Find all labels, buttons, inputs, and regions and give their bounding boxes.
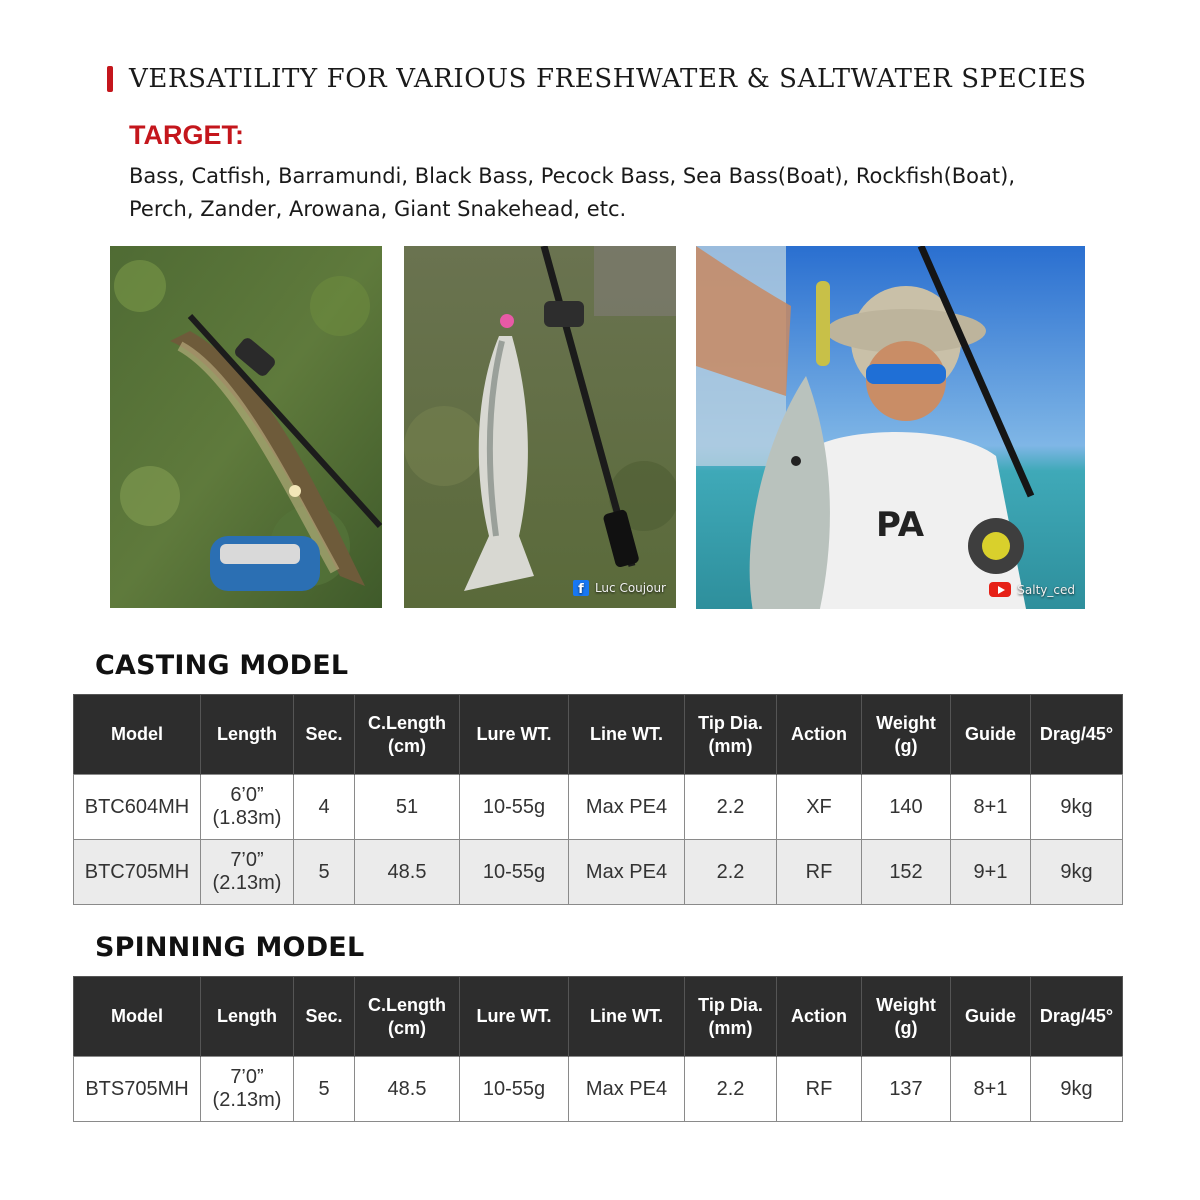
length-feet: 7’0” [230, 849, 264, 871]
cell-length [201, 840, 294, 905]
column-header-sec: Sec. [294, 695, 355, 775]
species-line-2: Perch, Zander, Arowana, Giant Snakehead, etc. [129, 197, 627, 221]
casting-rows [74, 775, 1123, 905]
column-header-line-wt: Line WT. [569, 977, 685, 1057]
table-row [74, 840, 1123, 905]
length-meters: (1.83m) [212, 807, 282, 829]
youtube-icon [989, 582, 1011, 597]
cell-action: RF [777, 1057, 862, 1122]
length-feet: 7’0” [230, 1066, 264, 1088]
cell-tip-dia: 2.2 [685, 775, 777, 840]
cell-length [201, 775, 294, 840]
angler-boat-photo [696, 246, 1085, 609]
table-header-row [74, 695, 1123, 775]
column-header-sec: Sec. [294, 977, 355, 1057]
column-header-guide: Guide [951, 977, 1031, 1057]
headline-text: VERSATILITY FOR VARIOUS FRESHWATER & SALTWATER SPECIES [129, 64, 1087, 94]
cell-drag: 9kg [1031, 840, 1123, 905]
cell-tip-dia: 2.2 [685, 840, 777, 905]
column-header-tip-dia: Tip Dia. (mm) [685, 695, 777, 775]
column-header-c-length: C.Length (cm) [355, 977, 460, 1057]
length-meters: (2.13m) [212, 1089, 282, 1111]
table-row [74, 775, 1123, 840]
cell-tip-dia: 2.2 [685, 1057, 777, 1122]
cell-line-wt: Max PE4 [569, 1057, 685, 1122]
cell-drag: 9kg [1031, 1057, 1123, 1122]
cell-c-length: 48.5 [355, 1057, 460, 1122]
cell-line-wt: Max PE4 [569, 775, 685, 840]
cell-lure-wt: 10-55g [460, 775, 569, 840]
cell-sec: 4 [294, 775, 355, 840]
cell-guide: 8+1 [951, 775, 1031, 840]
credit-name: Luc Coujour [594, 581, 666, 595]
cell-guide: 9+1 [951, 840, 1031, 905]
cell-lure-wt: 10-55g [460, 840, 569, 905]
credit-name: Salty_ced [1017, 582, 1075, 597]
length-meters: (2.13m) [212, 872, 282, 894]
cell-model: BTC705MH [74, 840, 201, 905]
accent-bar [107, 66, 113, 92]
column-header-lure-wt: Lure WT. [460, 695, 569, 775]
column-header-drag: Drag/45° [1031, 977, 1123, 1057]
length-feet: 6’0” [230, 784, 264, 806]
spinning-rows [74, 1057, 1123, 1122]
column-header-model: Model [74, 977, 201, 1057]
column-header-tip-dia: Tip Dia. (mm) [685, 977, 777, 1057]
cell-lure-wt: 10-55g [460, 1057, 569, 1122]
spinning-model-title: SPINNING MODEL [95, 932, 365, 963]
column-header-guide: Guide [951, 695, 1031, 775]
column-header-weight: Weight (g) [862, 977, 951, 1057]
column-header-c-length: C.Length (cm) [355, 695, 460, 775]
cell-drag: 9kg [1031, 775, 1123, 840]
column-header-action: Action [777, 695, 862, 775]
column-header-line-wt: Line WT. [569, 695, 685, 775]
cell-sec: 5 [294, 1057, 355, 1122]
table-header-row [74, 977, 1123, 1057]
cell-action: XF [777, 775, 862, 840]
target-species [129, 160, 1129, 226]
column-header-weight: Weight (g) [862, 695, 951, 775]
cell-model: BTC604MH [74, 775, 201, 840]
cell-weight: 137 [862, 1057, 951, 1122]
target-label: TARGET: [129, 120, 244, 150]
column-header-model: Model [74, 695, 201, 775]
species-line-1: Bass, Catfish, Barramundi, Black Bass, Pecock Bass, Sea Bass(Boat), Rockfish(Boat), [129, 164, 1015, 188]
cell-c-length: 48.5 [355, 840, 460, 905]
cell-weight: 140 [862, 775, 951, 840]
table-row [74, 1057, 1123, 1122]
photo-credit [989, 582, 1075, 597]
cell-action: RF [777, 840, 862, 905]
casting-model-title: CASTING MODEL [95, 650, 349, 681]
cell-sec: 5 [294, 840, 355, 905]
cell-c-length: 51 [355, 775, 460, 840]
cell-guide: 8+1 [951, 1057, 1031, 1122]
casting-spec-table [73, 694, 1123, 905]
photo-credit [573, 580, 666, 596]
zander-catch-photo [404, 246, 676, 608]
column-header-length: Length [201, 977, 294, 1057]
cell-length [201, 1057, 294, 1122]
cell-weight: 152 [862, 840, 951, 905]
section-headline [107, 62, 1087, 96]
column-header-length: Length [201, 695, 294, 775]
pike-catch-photo [110, 246, 382, 608]
spinning-spec-table [73, 976, 1123, 1122]
column-header-drag: Drag/45° [1031, 695, 1123, 775]
svg-text:PA: PA [876, 505, 925, 545]
facebook-icon: f [573, 580, 589, 596]
column-header-action: Action [777, 977, 862, 1057]
cell-line-wt: Max PE4 [569, 840, 685, 905]
column-header-lure-wt: Lure WT. [460, 977, 569, 1057]
cell-model: BTS705MH [74, 1057, 201, 1122]
